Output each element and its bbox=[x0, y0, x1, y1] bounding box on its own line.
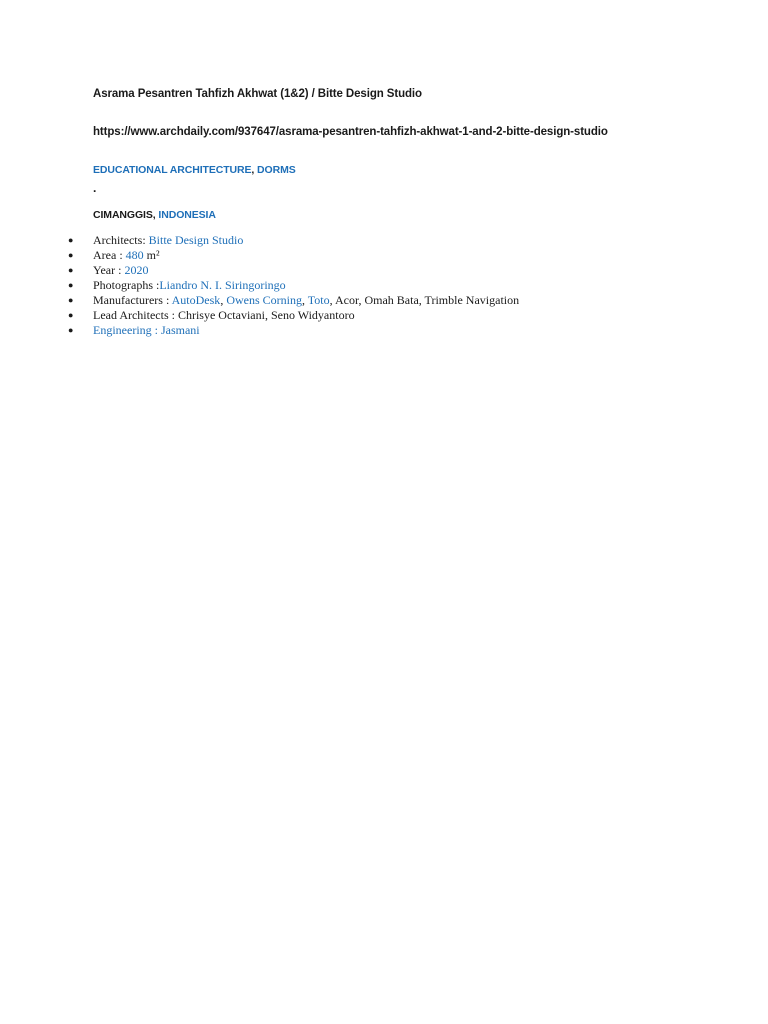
location-city: CIMANGGIS, bbox=[93, 209, 159, 221]
manufacturer-separator: , bbox=[301, 293, 308, 307]
photographs-label: Photographs : bbox=[93, 278, 160, 292]
location-country-link[interactable]: INDONESIA bbox=[158, 209, 216, 221]
location-line bbox=[93, 209, 216, 221]
document-title: Asrama Pesantren Tahfizh Akhwat (1&2) / Bitte Design Studio bbox=[93, 88, 422, 100]
area-label: Area : bbox=[93, 248, 126, 262]
source-url: https://www.archdaily.com/937647/asrama-pesantren-tahfizh-akhwat-1-and-2-bitte-design-studio bbox=[93, 126, 608, 138]
engineering-link[interactable]: Engineering : Jasmani bbox=[93, 323, 200, 337]
project-details-list bbox=[0, 233, 519, 338]
bullet-icon: ● bbox=[68, 250, 74, 260]
category-line bbox=[93, 164, 296, 176]
manufacturer-link-owens-corning[interactable]: Owens Corning bbox=[226, 293, 302, 307]
area-unit: m² bbox=[143, 248, 160, 262]
manufacturer-link-toto[interactable]: Toto bbox=[307, 293, 330, 307]
year-link[interactable]: 2020 bbox=[124, 263, 149, 277]
detail-architects bbox=[0, 233, 519, 248]
detail-year bbox=[0, 263, 519, 278]
architects-label: Architects: bbox=[93, 233, 149, 247]
category-link-educational-architecture[interactable]: EDUCATIONAL ARCHITECTURE bbox=[93, 164, 252, 176]
category-link-dorms[interactable]: DORMS bbox=[257, 164, 296, 176]
detail-area bbox=[0, 248, 519, 263]
photographs-link[interactable]: Liandro N. I. Siringoringo bbox=[159, 278, 286, 292]
year-label: Year : bbox=[93, 263, 125, 277]
manufacturers-label: Manufacturers : bbox=[93, 293, 172, 307]
bullet-icon: ● bbox=[68, 295, 74, 305]
manufacturer-link-autodesk[interactable]: AutoDesk bbox=[171, 293, 221, 307]
area-link[interactable]: 480 bbox=[125, 248, 144, 262]
bullet-icon: ● bbox=[68, 280, 74, 290]
bullet-icon: ● bbox=[68, 325, 74, 335]
manufacturers-rest: , Acor, Omah Bata, Trimble Navigation bbox=[329, 293, 520, 307]
bullet-icon: ● bbox=[68, 310, 74, 320]
detail-photographs bbox=[0, 278, 519, 293]
manufacturer-separator: , bbox=[220, 293, 227, 307]
detail-manufacturers bbox=[0, 293, 519, 308]
detail-engineering bbox=[0, 323, 519, 338]
architects-link[interactable]: Bitte Design Studio bbox=[148, 233, 244, 247]
detail-lead-architects bbox=[0, 308, 519, 323]
bullet-icon: ● bbox=[68, 265, 74, 275]
category-separator: , bbox=[251, 164, 258, 176]
dot-separator: . bbox=[93, 181, 97, 195]
bullet-icon: ● bbox=[68, 235, 74, 245]
lead-architects-text: Lead Architects : Chrisye Octaviani, Seno Widyantoro bbox=[93, 308, 355, 322]
